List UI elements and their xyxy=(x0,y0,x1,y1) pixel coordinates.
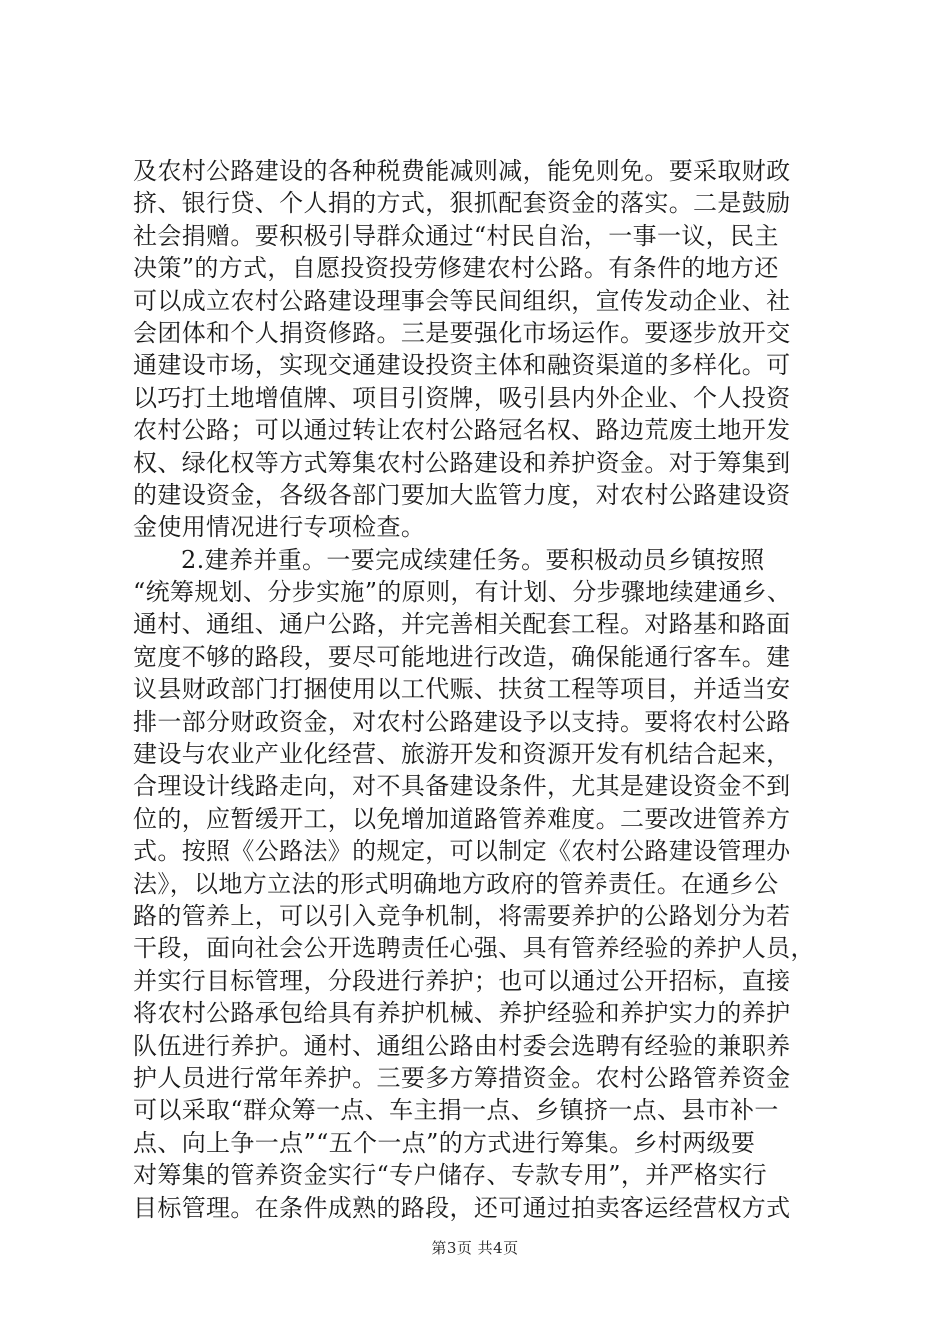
text-line: 法》，以地方立法的形式明确地方政府的管养责任。在通乡公 xyxy=(133,869,779,898)
text-line: 及农村公路建设的各种税费能减则减，能免则免。要采取财政 xyxy=(133,157,791,185)
text-line: 决策”的方式，自愿投资投劳修建农村公路。有条件的地方还 xyxy=(133,254,779,283)
text-line: 可以成立农村公路建设理事会等民间组织，宣传发动企业、社 xyxy=(133,286,791,315)
text-line: 式。按照《公路法》的规定，可以制定《农村公路建设管理办 xyxy=(133,837,791,866)
text-line: 挤、银行贷、个人捐的方式，狠抓配套资金的落实。二是鼓励 xyxy=(133,189,791,218)
text-line: 并实行目标管理，分段进行养护；也可以通过公开招标，直接 xyxy=(133,966,791,995)
text-line: 可以采取“群众筹一点、车主捐一点、乡镇挤一点、县市补一 xyxy=(133,1096,779,1125)
text-line: “统筹规划、分步实施”的原则，有计划、分步骤地续建通乡、 xyxy=(133,578,792,607)
text-line: 会团体和个人捐资修路。三是要强化市场运作。要逐步放开交 xyxy=(133,318,791,347)
text-line: 权、绿化权等方式筹集农村公路建设和养护资金。对于筹集到 xyxy=(133,448,791,477)
text-line: 对筹集的管养资金实行“专户储存、专款专用”，并严格实行 xyxy=(133,1161,767,1190)
text-line: 的建设资金，各级各部门要加大监管力度，对农村公路建设资 xyxy=(133,480,791,509)
text-line: 队伍进行养护。通村、通组公路由村委会选聘有经验的兼职养 xyxy=(133,1031,791,1060)
text-line: 2.建养并重。一要完成续建任务。要积极动员乡镇按照 xyxy=(181,545,765,574)
text-line: 通建设市场，实现交通建设投资主体和融资渠道的多样化。可 xyxy=(133,351,791,380)
text-line: 排一部分财政资金，对农村公路建设予以支持。要将农村公路 xyxy=(133,707,791,736)
text-line: 以巧打土地增值牌、项目引资牌，吸引县内外企业、个人投资 xyxy=(133,383,791,412)
text-line: 护人员进行常年养护。三要多方筹措资金。农村公路管养资金 xyxy=(133,1063,791,1092)
text-line: 干段，面向社会公开选聘责任心强、具有管养经验的养护人员， xyxy=(133,934,815,963)
text-line: 路的管养上，可以引入竞争机制，将需要养护的公路划分为若 xyxy=(133,901,791,930)
page-footer: 第3页 共4页 xyxy=(431,1239,519,1257)
text-line: 社会捐赠。要积极引导群众通过“村民自治，一事一议，民主 xyxy=(133,221,779,250)
body-text xyxy=(133,155,833,1224)
text-line: 将农村公路承包给具有养护机械、养护经验和养护实力的养护 xyxy=(133,999,791,1028)
text-line: 议县财政部门打捆使用以工代赈、扶贫工程等项目，并适当安 xyxy=(133,675,791,704)
text-line: 农村公路；可以通过转让农村公路冠名权、路边荒废土地开发 xyxy=(133,416,791,445)
text-line: 合理设计线路走向，对不具备建设条件，尤其是建设资金不到 xyxy=(133,772,791,801)
text-line: 目标管理。在条件成熟的路段，还可通过拍卖客运经营权方式 xyxy=(133,1193,791,1222)
text-line: 金使用情况进行专项检查。 xyxy=(133,513,426,542)
text-line: 位的，应暂缓开工，以免增加道路管养难度。二要改进管养方 xyxy=(133,804,791,833)
text-line: 点、向上争一点”“五个一点”的方式进行筹集。乡村两级要 xyxy=(133,1128,756,1157)
text-line: 宽度不够的路段，要尽可能地进行改造，确保能通行客车。建 xyxy=(133,642,791,671)
text-line: 通村、通组、通户公路，并完善相关配套工程。对路基和路面 xyxy=(133,610,791,639)
text-line: 建设与农业产业化经营、旅游开发和资源开发有机结合起来， xyxy=(133,740,791,769)
